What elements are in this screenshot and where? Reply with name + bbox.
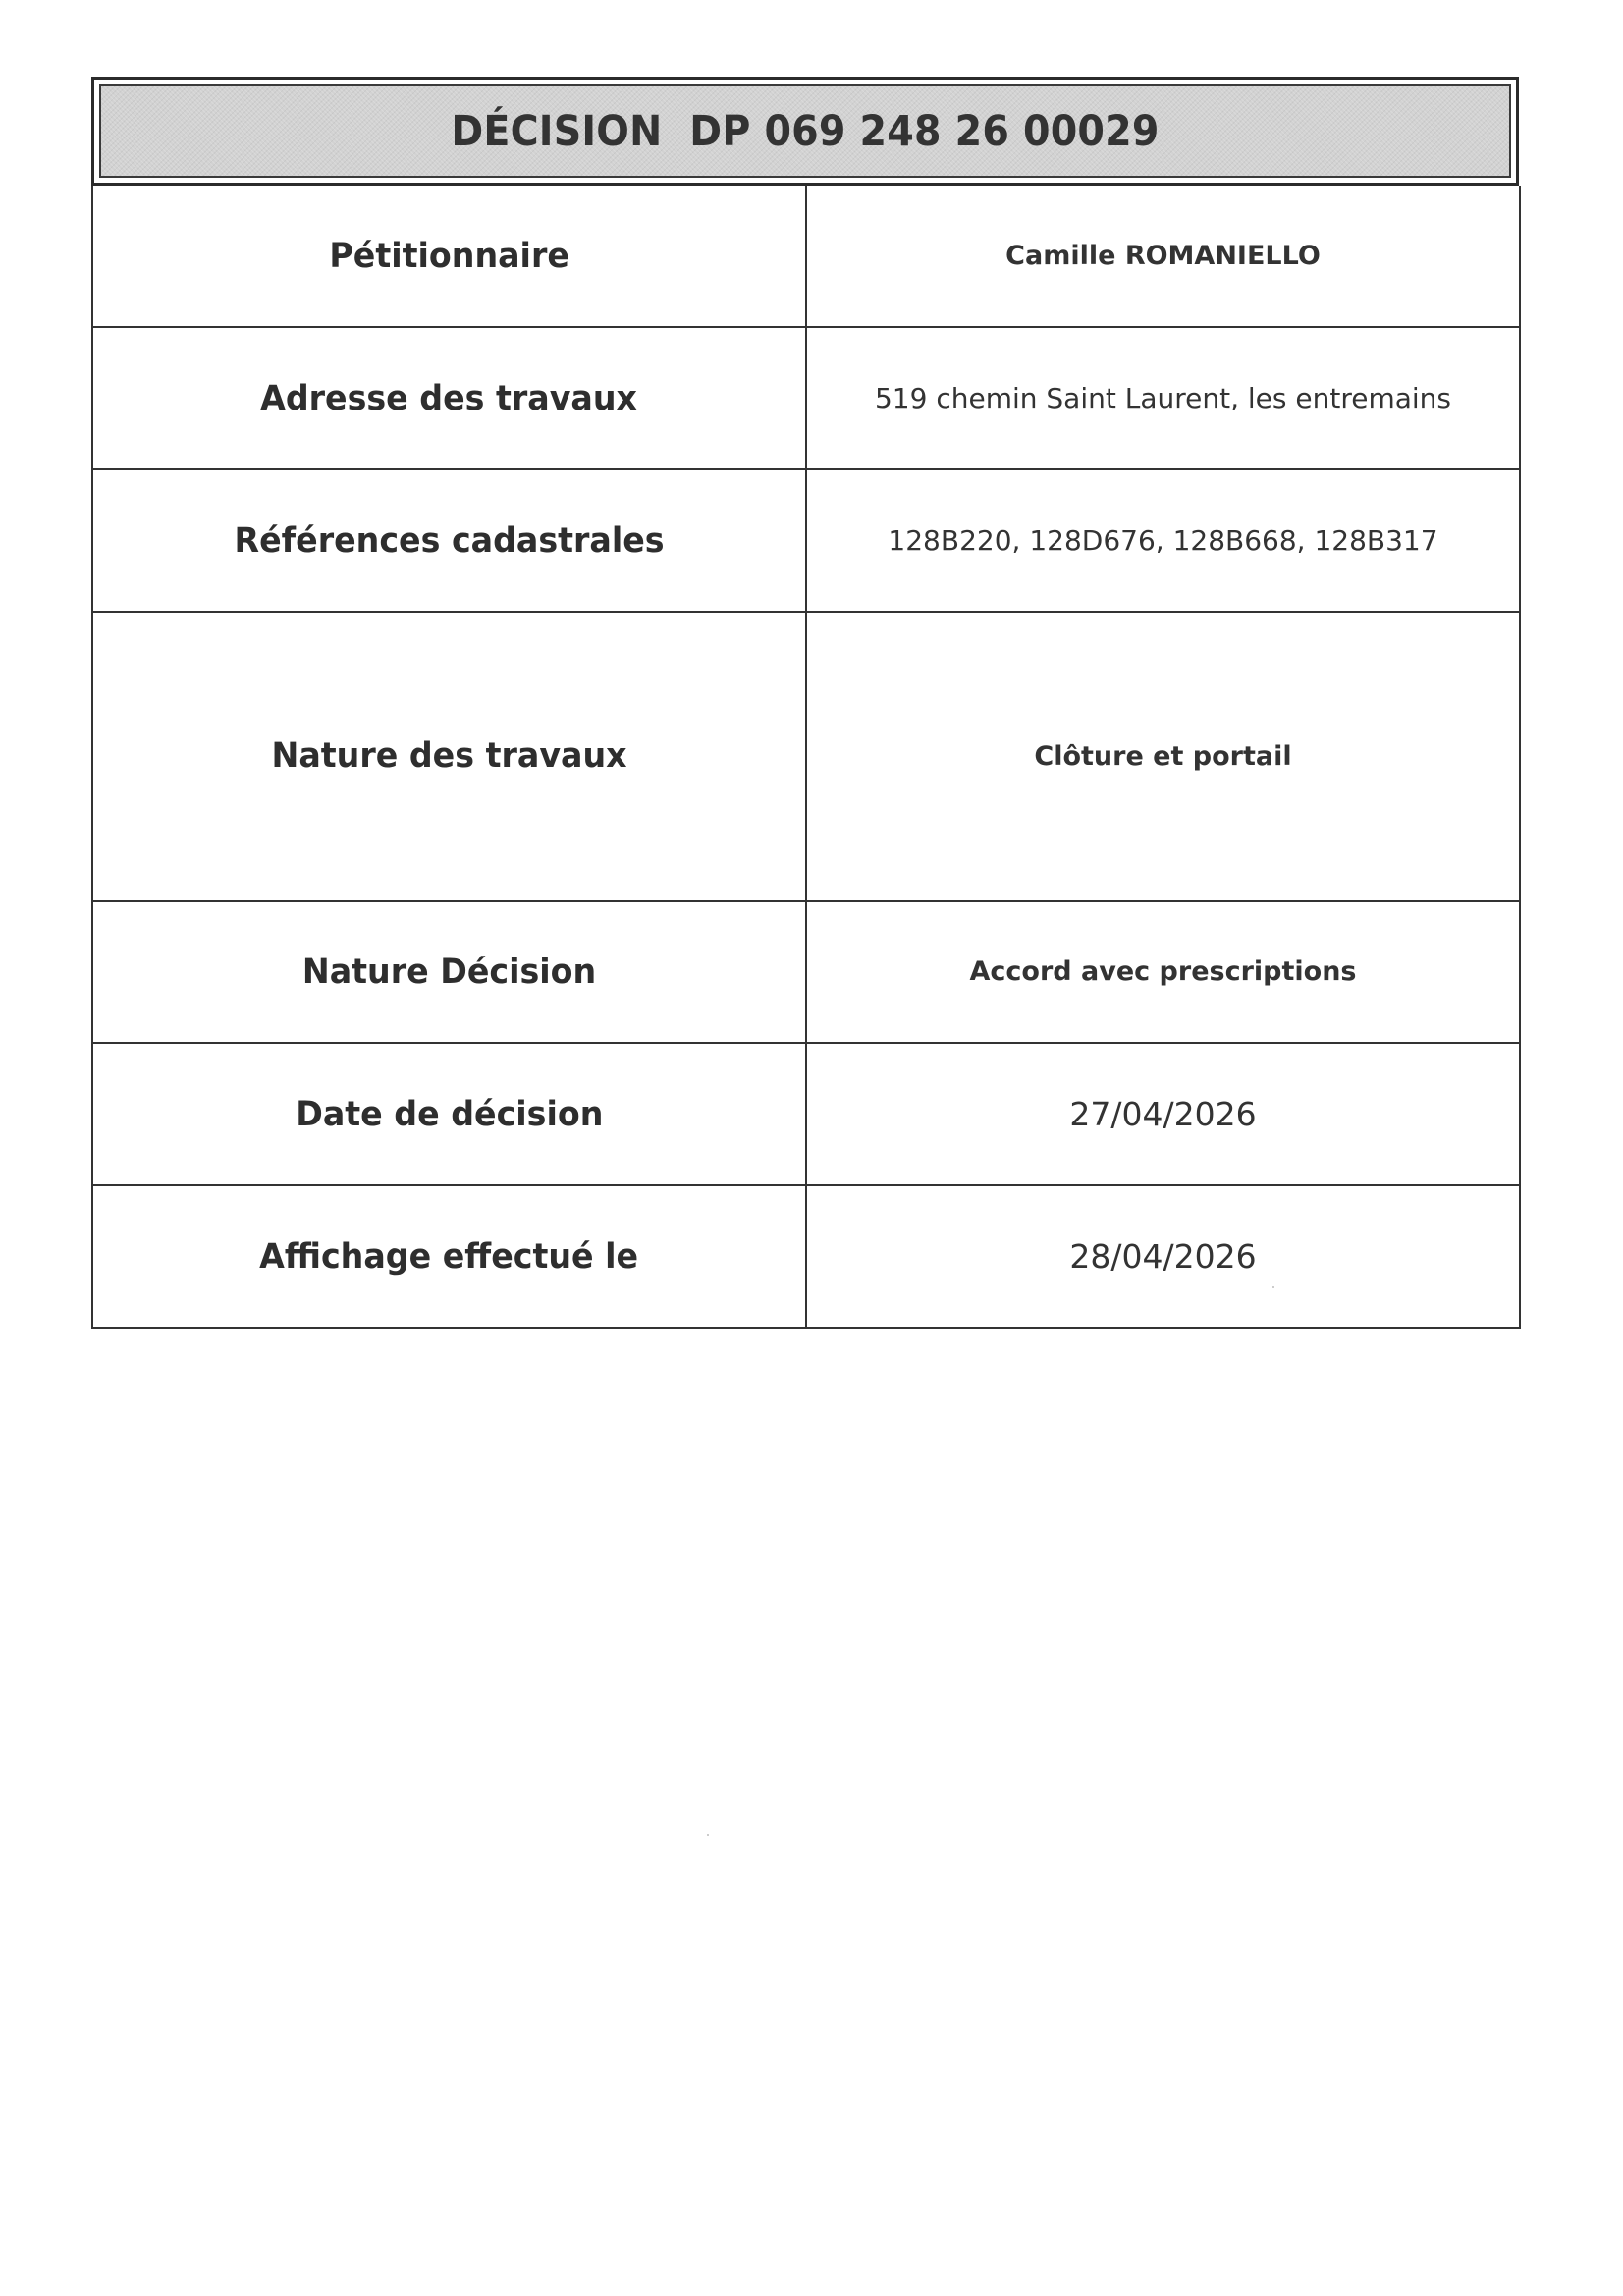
table-row <box>92 469 1520 612</box>
row-value-nature-decision: Accord avec prescriptions <box>969 957 1357 987</box>
title-banner <box>91 77 1519 186</box>
row-value-affichage: 28/04/2026 <box>1069 1237 1257 1276</box>
row-value-nature-travaux: Clôture et portail <box>1034 740 1292 772</box>
row-value-petitionnaire: Camille ROMANIELLO <box>1005 241 1321 271</box>
table-row <box>92 612 1520 901</box>
label-cell <box>92 901 806 1043</box>
value-cell <box>806 901 1520 1043</box>
row-label-affichage: Affichage effectué le <box>259 1236 639 1277</box>
value-cell <box>806 469 1520 612</box>
label-cell <box>92 469 806 612</box>
value-cell <box>806 327 1520 469</box>
table-row <box>92 1043 1520 1185</box>
table-row <box>92 901 1520 1043</box>
scan-speck <box>707 1834 709 1836</box>
label-cell <box>92 1185 806 1328</box>
table-row <box>92 186 1520 327</box>
table-row <box>92 1185 1520 1328</box>
row-label-adresse: Adresse des travaux <box>260 378 638 418</box>
row-label-date-decision: Date de décision <box>295 1094 604 1134</box>
label-cell <box>92 327 806 469</box>
table-row <box>92 327 1520 469</box>
decision-table <box>91 186 1521 1329</box>
label-cell <box>92 186 806 327</box>
label-cell <box>92 612 806 901</box>
value-cell <box>806 186 1520 327</box>
row-label-references: Références cadastrales <box>234 520 665 561</box>
row-label-nature-travaux: Nature des travaux <box>271 737 627 776</box>
scan-speck <box>1272 1286 1274 1288</box>
value-cell <box>806 1043 1520 1185</box>
row-label-petitionnaire: Pétitionnaire <box>329 236 569 276</box>
row-value-date-decision: 27/04/2026 <box>1069 1095 1257 1133</box>
value-cell <box>806 1185 1520 1328</box>
label-cell <box>92 1043 806 1185</box>
document-title: DÉCISION DP 069 248 26 00029 <box>451 106 1160 156</box>
row-label-nature-decision: Nature Décision <box>301 952 597 992</box>
value-cell <box>806 612 1520 901</box>
row-value-references: 128B220, 128D676, 128B668, 128B317 <box>888 524 1438 557</box>
row-value-adresse: 519 chemin Saint Laurent, les entremains <box>874 382 1451 414</box>
title-banner-inner <box>99 84 1511 178</box>
